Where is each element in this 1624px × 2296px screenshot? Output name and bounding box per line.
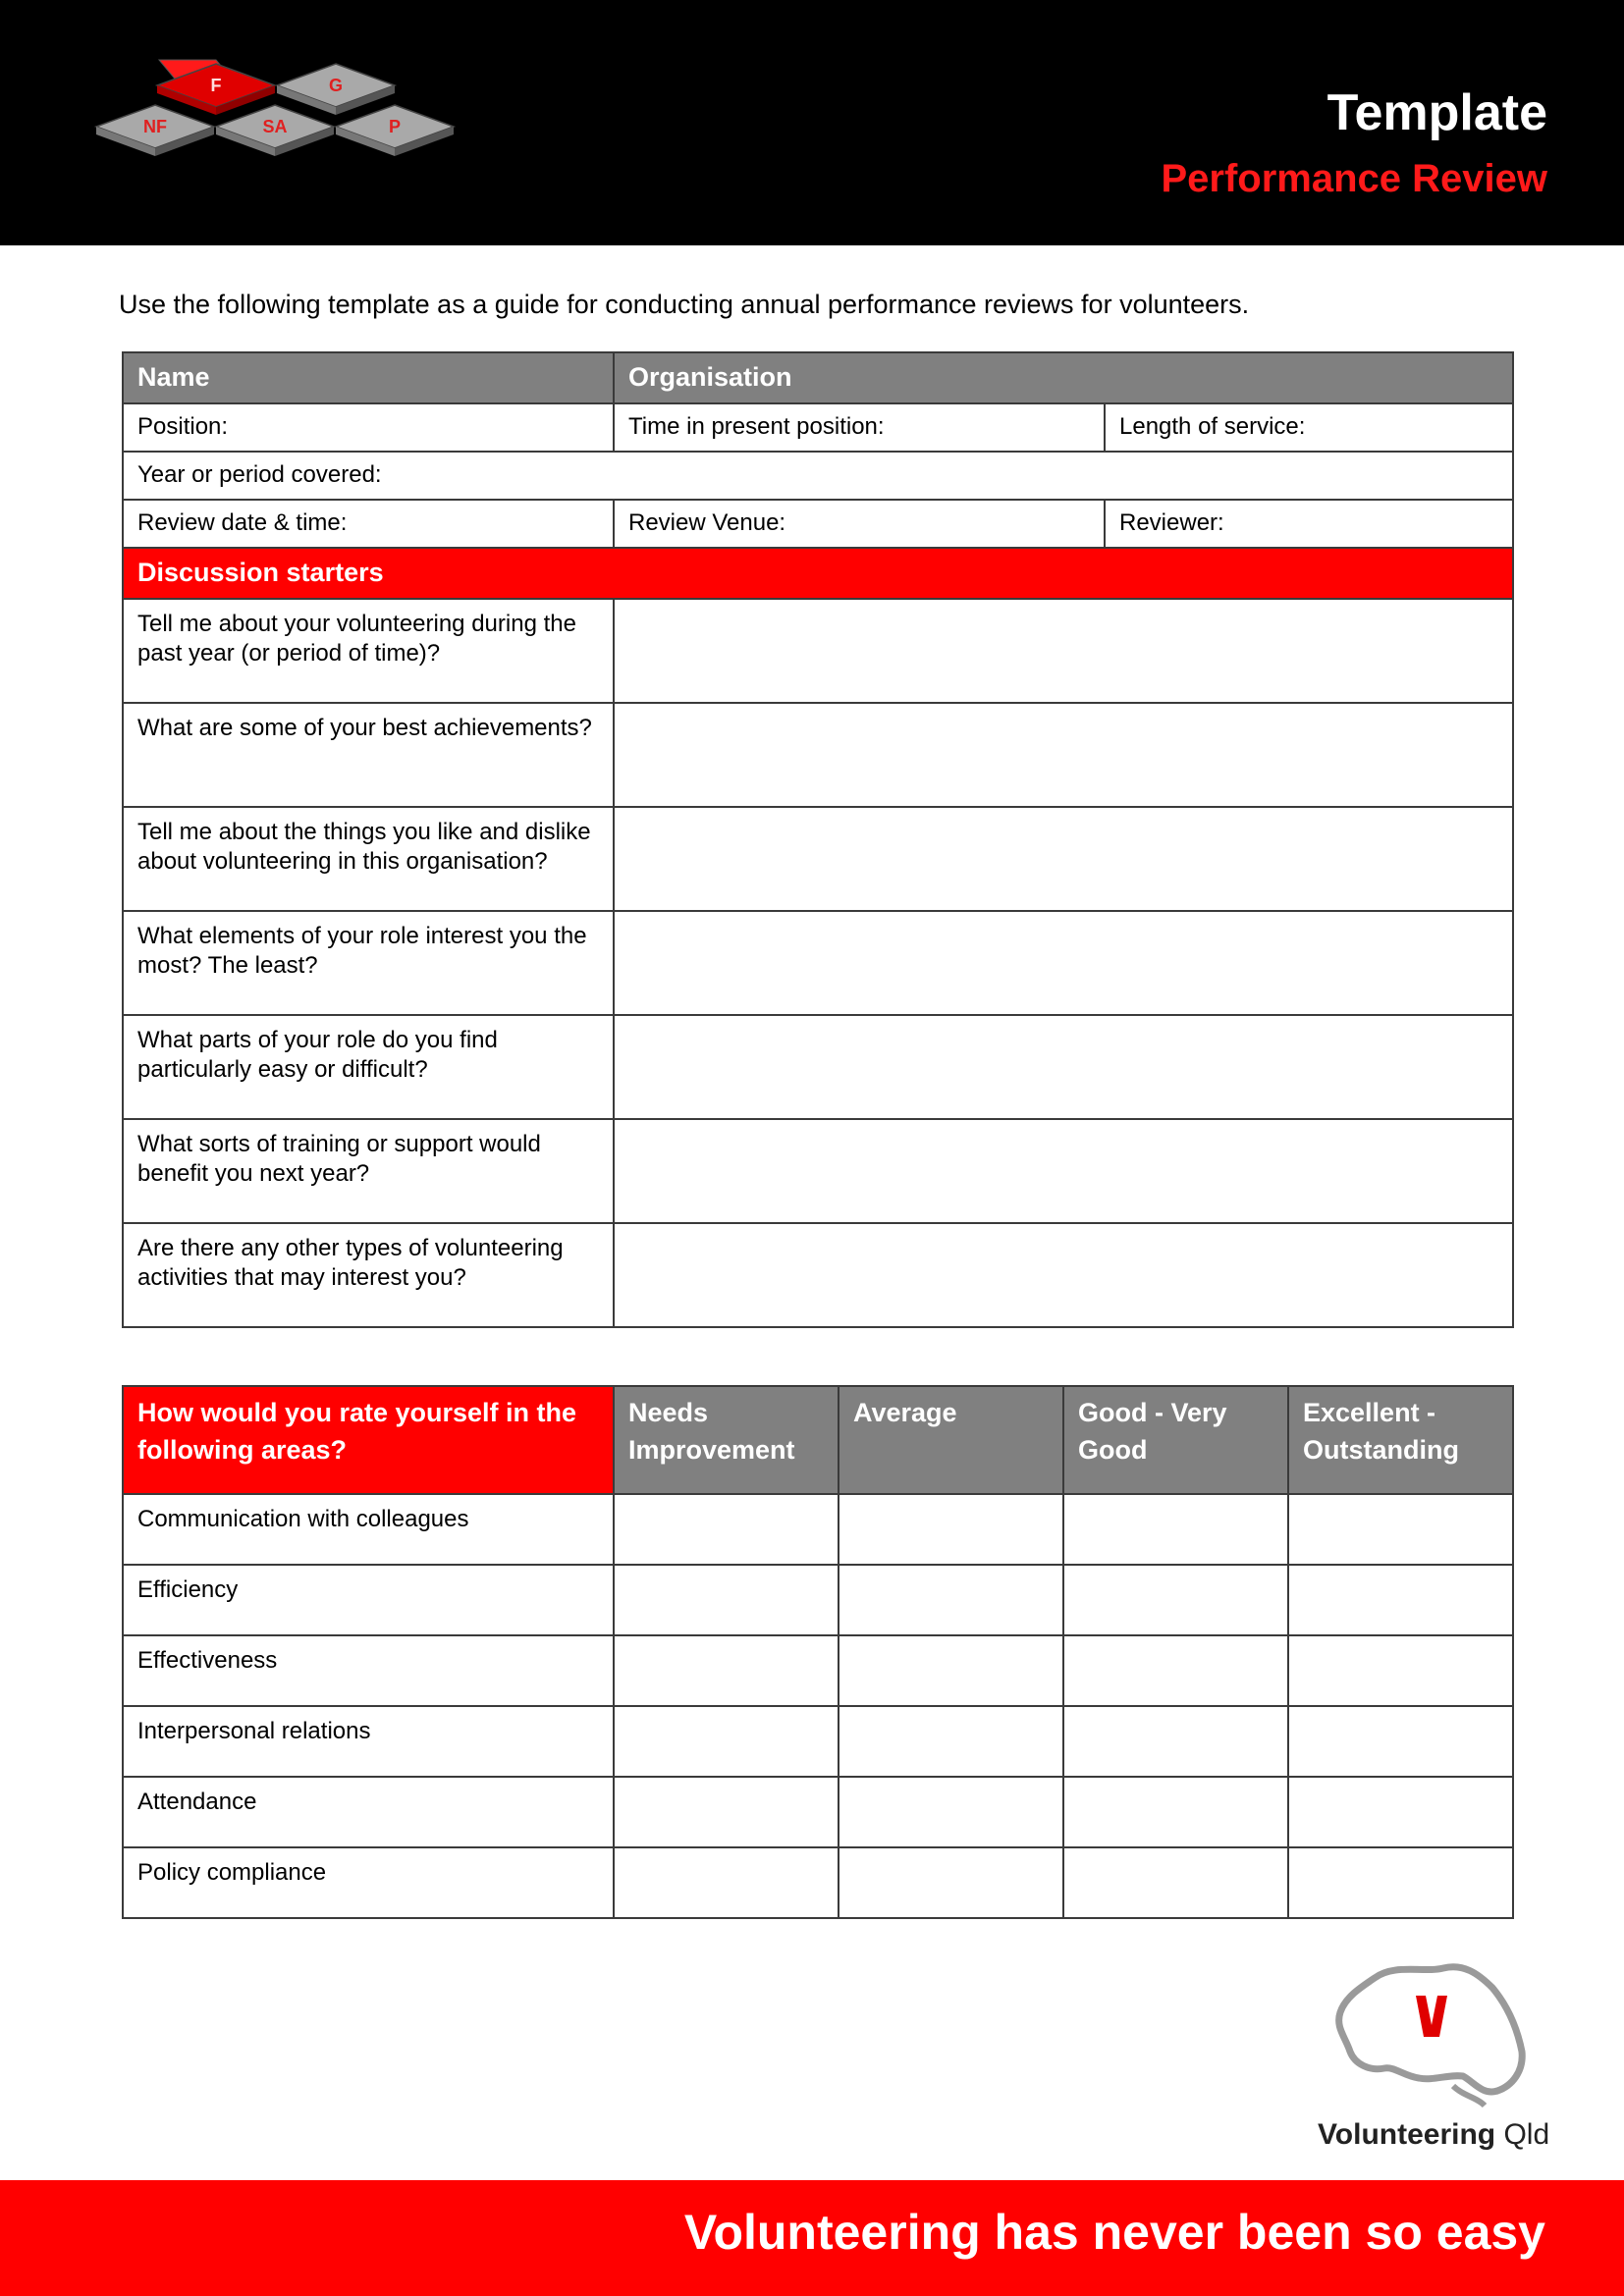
rating-cell[interactable] — [839, 1635, 1063, 1706]
rating-cell[interactable] — [1288, 1565, 1513, 1635]
question-row — [123, 1015, 1513, 1119]
rating-cell[interactable] — [1288, 1847, 1513, 1918]
review-date-field[interactable]: Review date & time: — [123, 500, 614, 548]
logo-letter: SA — [262, 117, 288, 136]
rating-cell[interactable] — [614, 1565, 839, 1635]
volunteering-qld-logo — [1316, 1958, 1542, 2115]
footer-tagline: Volunteering has never been so easy — [683, 2205, 1545, 2260]
logo-letter: G — [328, 76, 344, 95]
rating-question: How would you rate yourself in the following areas? — [123, 1386, 614, 1494]
rating-cell[interactable] — [839, 1847, 1063, 1918]
length-of-service-field[interactable]: Length of service: — [1105, 403, 1513, 452]
answer-field[interactable] — [614, 599, 1513, 703]
rating-area-label: Attendance — [123, 1777, 614, 1847]
question-row — [123, 599, 1513, 703]
rating-cell[interactable] — [1063, 1635, 1288, 1706]
question-text: What parts of your role do you find particularly easy or difficult? — [123, 1015, 614, 1119]
rating-cell[interactable] — [614, 1635, 839, 1706]
review-row — [123, 500, 1513, 548]
page-subtitle: Performance Review — [1161, 157, 1547, 200]
question-text: Tell me about your volunteering during the past year (or period of time)? — [123, 599, 614, 703]
period-row — [123, 452, 1513, 500]
rating-cell[interactable] — [839, 1565, 1063, 1635]
rating-cell[interactable] — [614, 1494, 839, 1565]
details-table — [122, 351, 1514, 1328]
fgnfsap-logo — [88, 54, 461, 172]
rating-cell[interactable] — [1288, 1494, 1513, 1565]
rating-cell[interactable] — [1063, 1706, 1288, 1777]
answer-field[interactable] — [614, 1015, 1513, 1119]
name-header: Name — [123, 352, 614, 403]
rating-area-label: Effectiveness — [123, 1635, 614, 1706]
question-row — [123, 703, 1513, 807]
logo-letter: P — [388, 117, 402, 136]
header-banner — [0, 0, 1624, 245]
answer-field[interactable] — [614, 1119, 1513, 1223]
rating-cell[interactable] — [614, 1777, 839, 1847]
logo-letter: NF — [143, 117, 167, 136]
rating-cell[interactable] — [1288, 1635, 1513, 1706]
position-row — [123, 403, 1513, 452]
rating-cell[interactable] — [1063, 1565, 1288, 1635]
answer-field[interactable] — [614, 703, 1513, 807]
rating-cell[interactable] — [614, 1847, 839, 1918]
review-venue-field[interactable]: Review Venue: — [614, 500, 1105, 548]
rating-row — [123, 1494, 1513, 1565]
wordmark-bold: Volunteering — [1318, 2118, 1496, 2151]
rating-cell[interactable] — [839, 1706, 1063, 1777]
time-in-position-field[interactable]: Time in present position: — [614, 403, 1105, 452]
question-row — [123, 1223, 1513, 1327]
organisation-header: Organisation — [614, 352, 1513, 403]
rating-row — [123, 1777, 1513, 1847]
reviewer-field[interactable]: Reviewer: — [1105, 500, 1513, 548]
question-text: Tell me about the things you like and dislike about volunteering in this organisation? — [123, 807, 614, 911]
rating-column-header: Excellent - Outstanding — [1288, 1386, 1513, 1494]
logo-letter: F — [210, 76, 222, 95]
rating-column-header: Good - Very Good — [1063, 1386, 1288, 1494]
rating-cell[interactable] — [839, 1777, 1063, 1847]
question-text: Are there any other types of volunteering activities that may interest you? — [123, 1223, 614, 1327]
rating-cell[interactable] — [1063, 1777, 1288, 1847]
rating-column-header: Average — [839, 1386, 1063, 1494]
rating-area-label: Efficiency — [123, 1565, 614, 1635]
rating-row — [123, 1847, 1513, 1918]
volunteering-qld-wordmark — [1318, 2118, 1549, 2152]
rating-cell[interactable] — [839, 1494, 1063, 1565]
rating-table — [122, 1385, 1514, 1919]
rating-column-header: Needs Improvement — [614, 1386, 839, 1494]
answer-field[interactable] — [614, 911, 1513, 1015]
rating-row — [123, 1706, 1513, 1777]
rating-area-label: Policy compliance — [123, 1847, 614, 1918]
rating-header-row — [123, 1386, 1513, 1494]
question-row — [123, 911, 1513, 1015]
question-text: What elements of your role interest you the most? The least? — [123, 911, 614, 1015]
rating-row — [123, 1565, 1513, 1635]
rating-cell[interactable] — [1063, 1494, 1288, 1565]
details-header-row — [123, 352, 1513, 403]
rating-area-label: Communication with colleagues — [123, 1494, 614, 1565]
answer-field[interactable] — [614, 1223, 1513, 1327]
footer-banner — [0, 2180, 1624, 2296]
position-field[interactable]: Position: — [123, 403, 614, 452]
page-title: Template — [1326, 84, 1547, 141]
rating-cell[interactable] — [614, 1706, 839, 1777]
rating-cell[interactable] — [1288, 1777, 1513, 1847]
rating-row — [123, 1635, 1513, 1706]
wordmark-light: Qld — [1503, 2118, 1550, 2151]
question-row — [123, 1119, 1513, 1223]
answer-field[interactable] — [614, 807, 1513, 911]
intro-text: Use the following template as a guide for conducting annual performance reviews for volunteers. — [119, 290, 1250, 319]
discussion-section-row — [123, 548, 1513, 599]
rating-cell[interactable] — [1288, 1706, 1513, 1777]
discussion-starters-heading: Discussion starters — [123, 548, 1513, 599]
rating-area-label: Interpersonal relations — [123, 1706, 614, 1777]
rating-cell[interactable] — [1063, 1847, 1288, 1918]
period-covered-field[interactable]: Year or period covered: — [123, 452, 1513, 500]
question-row — [123, 807, 1513, 911]
question-text: What sorts of training or support would benefit you next year? — [123, 1119, 614, 1223]
question-text: What are some of your best achievements? — [123, 703, 614, 807]
